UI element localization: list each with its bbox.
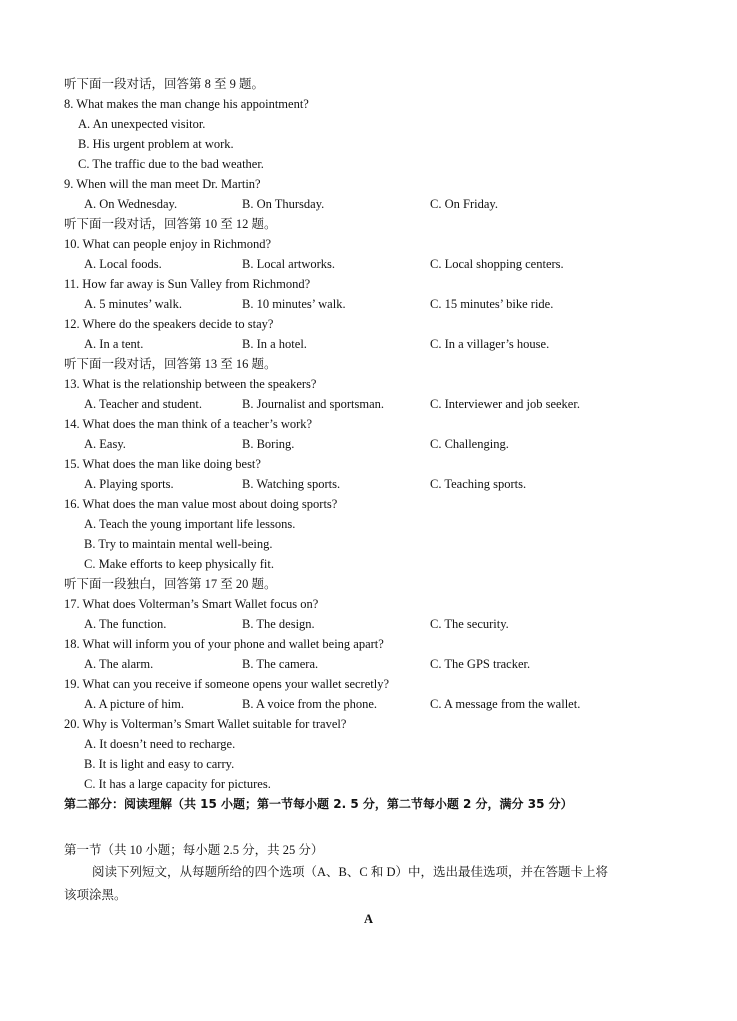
option: C. Make efforts to keep physically fit. [84, 557, 275, 571]
option-a: A. Playing sports. [84, 477, 174, 491]
option-c: C. In a villager’s house. [430, 337, 550, 351]
option-a: A. 5 minutes’ walk. [84, 297, 183, 311]
question: 16. What does the man value most about doing sports? [64, 497, 338, 511]
instructions-line-2: 该项涂黑。 [64, 888, 127, 902]
question: 18. What will inform you of your phone and wallet being apart? [64, 637, 384, 651]
option-b: B. On Thursday. [242, 197, 325, 211]
section-title: 第一节（共 10 小题；每小题 2.5 分，共 25 分） [64, 843, 324, 857]
question: 20. Why is Volterman’s Smart Wallet suitable for travel? [64, 717, 347, 731]
option-b: B. Local artworks. [242, 257, 336, 271]
option-a: A. On Wednesday. [84, 197, 178, 211]
instructions-line-1: 阅读下列短文，从每题所给的四个选项（A、B、C 和 D）中，选出最佳选项，并在答题卡上将 [92, 865, 608, 879]
option-a: A. A picture of him. [84, 697, 184, 711]
option: B. His urgent problem at work. [78, 137, 234, 151]
section-instruction: 听下面一段对话，回答第 13 至 16 题。 [64, 357, 277, 371]
option-a: A. The function. [84, 617, 167, 631]
section-instruction: 听下面一段对话，回答第 10 至 12 题。 [64, 217, 277, 231]
part-heading: 第二部分：阅读理解（共 15 小题；第一节每小题 2. 5 分，第二节每小题 2 分，满分 35 分） [64, 797, 573, 811]
option-b: B. The design. [242, 617, 315, 631]
question: 15. What does the man like doing best? [64, 457, 261, 471]
option-b: B. Boring. [242, 437, 295, 451]
option-c: C. Challenging. [430, 437, 509, 451]
question: 9. When will the man meet Dr. Martin? [64, 177, 261, 191]
option: C. It has a large capacity for pictures. [84, 777, 271, 791]
question: 8. What makes the man change his appointment? [64, 97, 309, 111]
option: A. Teach the young important life lessons. [84, 517, 296, 531]
option-c: C. A message from the wallet. [430, 697, 581, 711]
option-b: B. Journalist and sportsman. [242, 397, 385, 411]
option-b: B. Watching sports. [242, 477, 341, 491]
question: 10. What can people enjoy in Richmond? [64, 237, 272, 251]
option-c: C. Teaching sports. [430, 477, 527, 491]
question: 14. What does the man think of a teacher’s work? [64, 417, 313, 431]
question: 19. What can you receive if someone opens your wallet secretly? [64, 677, 389, 691]
option-a: A. Easy. [84, 437, 126, 451]
option: B. Try to maintain mental well-being. [84, 537, 273, 551]
section-instruction: 听下面一段对话，回答第 8 至 9 题。 [64, 77, 265, 91]
question: 17. What does Volterman’s Smart Wallet focus on? [64, 597, 319, 611]
option-b: B. A voice from the phone. [242, 697, 378, 711]
option-c: C. On Friday. [430, 197, 498, 211]
option-a: A. Local foods. [84, 257, 162, 271]
option-b: B. The camera. [242, 657, 319, 671]
option: A. An unexpected visitor. [78, 117, 206, 131]
option-c: C. The security. [430, 617, 509, 631]
option: B. It is light and easy to carry. [84, 757, 235, 771]
option-b: B. In a hotel. [242, 337, 307, 351]
option-c: C. Local shopping centers. [430, 257, 564, 271]
option-a: A. In a tent. [84, 337, 144, 351]
option-b: B. 10 minutes’ walk. [242, 297, 346, 311]
option-c: C. 15 minutes’ bike ride. [430, 297, 554, 311]
question: 11. How far away is Sun Valley from Richmond? [64, 277, 311, 291]
passage-heading: A [363, 912, 374, 926]
option-c: C. The GPS tracker. [430, 657, 531, 671]
option: A. It doesn’t need to recharge. [84, 737, 236, 751]
option: C. The traffic due to the bad weather. [78, 157, 264, 171]
question: 12. Where do the speakers decide to stay? [64, 317, 274, 331]
option-a: A. The alarm. [84, 657, 154, 671]
section-instruction: 听下面一段独白，回答第 17 至 20 题。 [64, 577, 277, 591]
option-a: A. Teacher and student. [84, 397, 202, 411]
option-c: C. Interviewer and job seeker. [430, 397, 580, 411]
question: 13. What is the relationship between the speakers? [64, 377, 317, 391]
